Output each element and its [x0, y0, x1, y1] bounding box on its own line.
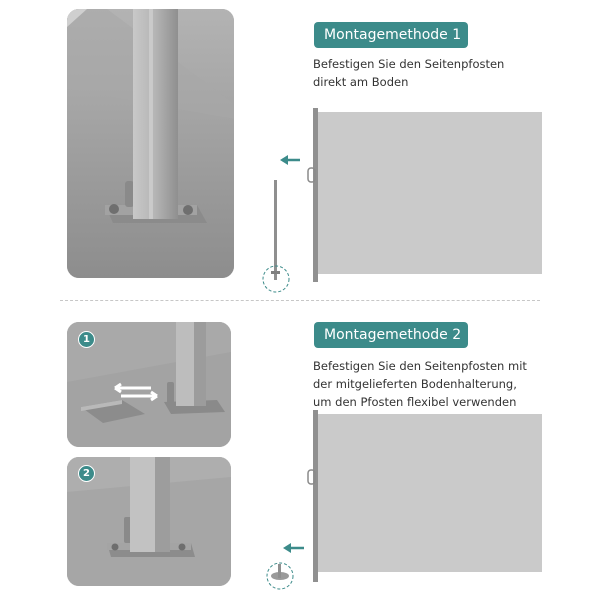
cassette-post [313, 108, 318, 282]
side-post [278, 564, 281, 578]
method-2-description-line: der mitgelieferten Bodenhalterung, [313, 377, 517, 391]
side-awning-diagram-2 [258, 410, 542, 596]
post-foot [271, 271, 280, 274]
photo-post-direct-floor [67, 9, 234, 278]
screen-fabric [318, 414, 542, 572]
method-1-description [313, 55, 504, 91]
method-2-description [313, 357, 527, 411]
step-1-badge: 1 [78, 331, 95, 348]
post-floor-illustration [67, 9, 234, 278]
side-post [274, 180, 277, 280]
arrow-left-icon [283, 543, 304, 553]
method-1-diagram [258, 108, 542, 298]
method-1-description-line: direkt am Boden [313, 75, 409, 89]
arrow-left-icon [280, 155, 300, 165]
cassette-post [313, 410, 318, 582]
method-2-description-line: um den Pfosten flexibel verwenden [313, 395, 517, 409]
method-1-description-line: Befestigen Sie den Seitenpfosten [313, 57, 505, 71]
section-divider [60, 300, 540, 301]
screen-fabric [318, 112, 542, 274]
method-2-diagram [258, 410, 542, 596]
method-2-title: Montagemethode 2 [314, 322, 468, 348]
method-1-title: Montagemethode 1 [314, 22, 468, 48]
step-2-badge: 2 [78, 465, 95, 482]
side-awning-diagram-1 [258, 108, 542, 298]
method-2-description-line: Befestigen Sie den Seitenpfosten mit [313, 359, 527, 373]
